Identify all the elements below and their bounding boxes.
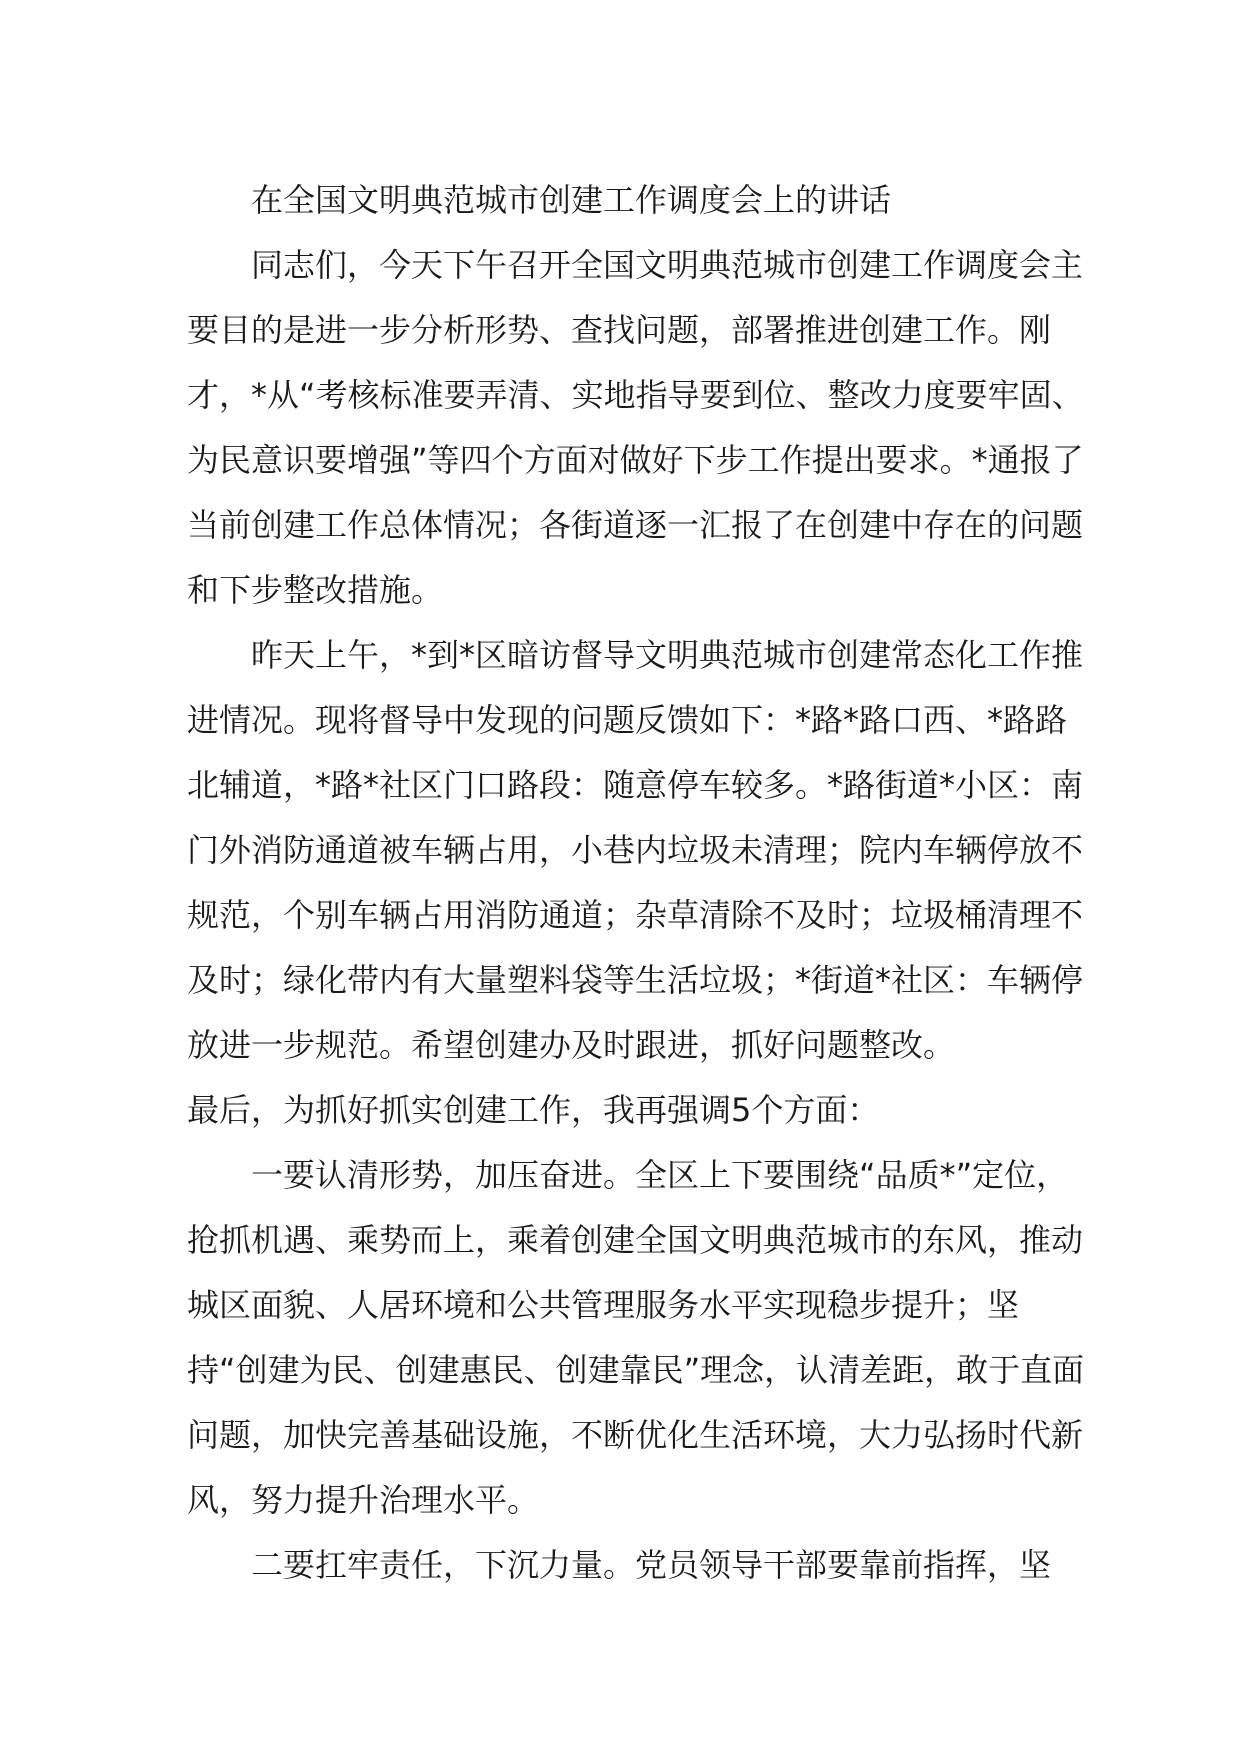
document-title: 在全国文明典范城市创建工作调度会上的讲话 — [251, 181, 892, 219]
paragraph-five-aspects-intro: 最后，为抓好抓实创建工作，我再强调5个方面： — [187, 1091, 880, 1129]
paragraph-point-one: 一要认清形势，加压奋进。全区上下要围绕“品质*”定位，抢抓机遇、乘势而上，乘着创建全国文明典范城市的东风，推动城区面貌、人居环境和公共管理服务水平实现稳步提升；坚持“创建为民、创建惠民、创建靠民”理念，认清差距，敢于直面问题，加快完善基础设施，不断优化生活环境，大力弘扬时代新风，努力提升治理水平。 — [187, 1156, 1085, 1519]
paragraph-inspection-feedback: 昨天上午，*到*区暗访督导文明典范城市创建常态化工作推进情况。现将督导中发现的问题反馈如下：*路*路口西、*路路北辅道，*路*社区门口路段：随意停车较多。*路街道*小区：南门外消防通道被车辆占用，小巷内垃圾未清理；院内车辆停放不规范，个别车辆占用消防通道；杂草清除不及时；垃圾桶清理不及时；绿化带内有大量塑料袋等生活垃圾；*街道*社区：车辆停放进一步规范。希望创建办及时跟进，抓好问题整改。 — [187, 636, 1084, 1064]
document-body — [187, 168, 1087, 1598]
paragraph-opening: 同志们，今天下午召开全国文明典范城市创建工作调度会主要目的是进一步分析形势、查找问题，部署推进创建工作。刚才，*从“考核标准要弄清、实地指导要到位、整改力度要牢固、为民意识要增强”等四个方面对做好下步工作提出要求。*通报了当前创建工作总体情况；各街道逐一汇报了在创建中存在的问题和下步整改措施。 — [187, 246, 1084, 609]
paragraph-point-two: 二要扛牢责任，下沉力量。党员领导干部要靠前指挥，坚 — [251, 1546, 1052, 1584]
